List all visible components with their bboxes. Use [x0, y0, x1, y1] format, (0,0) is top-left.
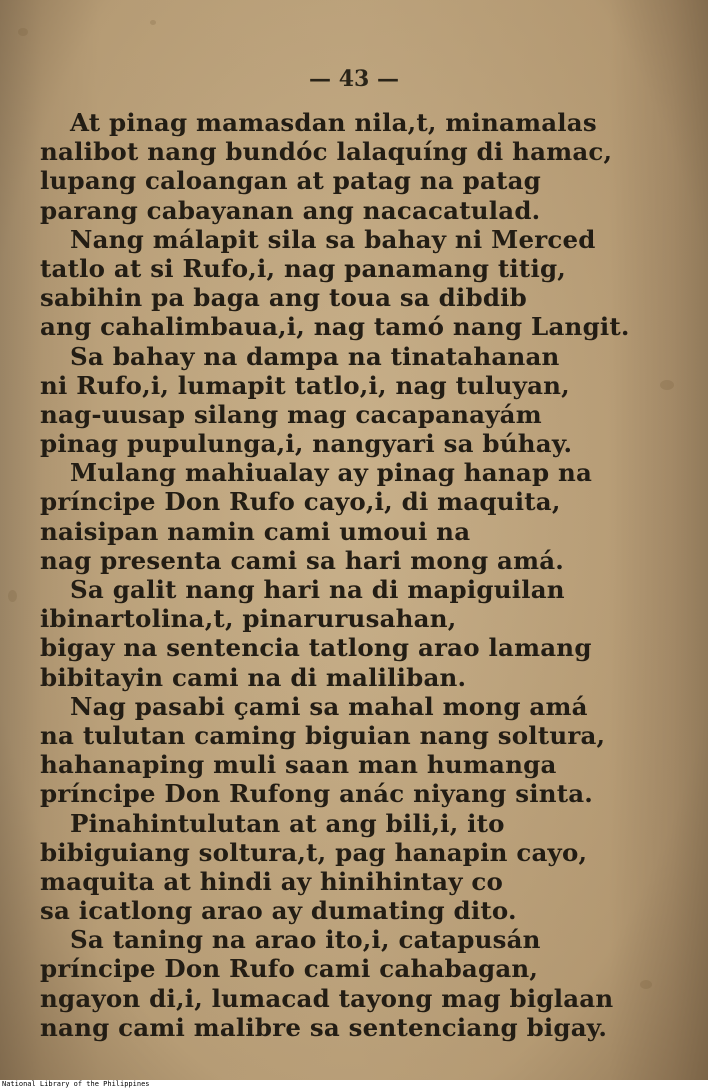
text-line: Sa bahay na dampa na tinatahanan [70, 341, 560, 371]
text-line: Nag pasabi çami sa mahal mong amá [70, 691, 588, 721]
text-line: hahanaping muli saan man humanga [40, 750, 557, 780]
text-line: nang cami malibre sa sentenciang bigay. [40, 1012, 608, 1042]
text-line: bibiguiang soltura,t, pag hanapin cayo, [40, 837, 588, 867]
text-line: parang cabayanan ang nacacatulad. [40, 195, 541, 225]
text-line: bibitayin cami na di maliliban. [40, 662, 467, 692]
text-line: ang cahalimbaua,i, nag tamó nang Langit. [40, 312, 630, 342]
page-number: — 43 — [309, 66, 399, 92]
text-line: ngayon di,i, lumacad tayong mag biglaan [40, 983, 614, 1013]
text-line: tatlo at si Rufo,i, nag panamang titig, [40, 253, 567, 283]
text-line: ibinartolina,t, pinarurusahan, [40, 604, 457, 634]
text-line: Pinahintulutan at ang bili,i, ito [70, 808, 505, 838]
library-credit: National Library of the Philippines [2, 1080, 150, 1088]
text-line: naisipan namin cami umoui na [40, 516, 471, 546]
poem-text [40, 108, 680, 1042]
text-line: nalibot nang bundóc lalaquíng di hamac, [40, 137, 613, 167]
text-line: Mulang mahiualay ay pinag hanap na [70, 458, 593, 488]
text-line: nag presenta cami sa hari mong amá. [40, 545, 565, 575]
paper-stain [8, 590, 17, 602]
text-line: príncipe Don Rufong anác niyang sinta. [40, 779, 594, 809]
text-line: príncipe Don Rufo cayo,i, di maquita, [40, 487, 561, 517]
text-line: maquita at hindi ay hinihintay co [40, 866, 504, 896]
text-line: ni Rufo,i, lumapit tatlo,i, nag tuluyan, [40, 370, 570, 400]
text-line: lupang caloangan at patag na patag [40, 166, 541, 196]
text-line: Sa galit nang hari na di mapiguilan [70, 575, 565, 604]
text-line: sa icatlong arao ay dumating dito. [40, 896, 517, 926]
text-line: sabihin pa baga ang toua sa dibdib [40, 283, 528, 313]
paper-stain [150, 20, 156, 25]
text-line: Sa taning na arao ito,i, catapusán [70, 925, 541, 955]
text-line: na tulutan caming biguian nang soltura, [40, 720, 606, 750]
text-line: bigay na sentencia tatlong arao lamang [40, 633, 592, 663]
paper-stain [18, 28, 28, 36]
text-line: At pinag mamasdan nila,t, minamalas [70, 108, 597, 137]
text-line: nag-uusap silang mag cacapanayám [40, 399, 542, 429]
text-line: Nang málapit sila sa bahay ni Merced [70, 224, 596, 254]
text-line: príncipe Don Rufo cami cahabagan, [40, 954, 539, 984]
text-line: pinag pupulunga,i, nangyari sa búhay. [40, 429, 573, 459]
